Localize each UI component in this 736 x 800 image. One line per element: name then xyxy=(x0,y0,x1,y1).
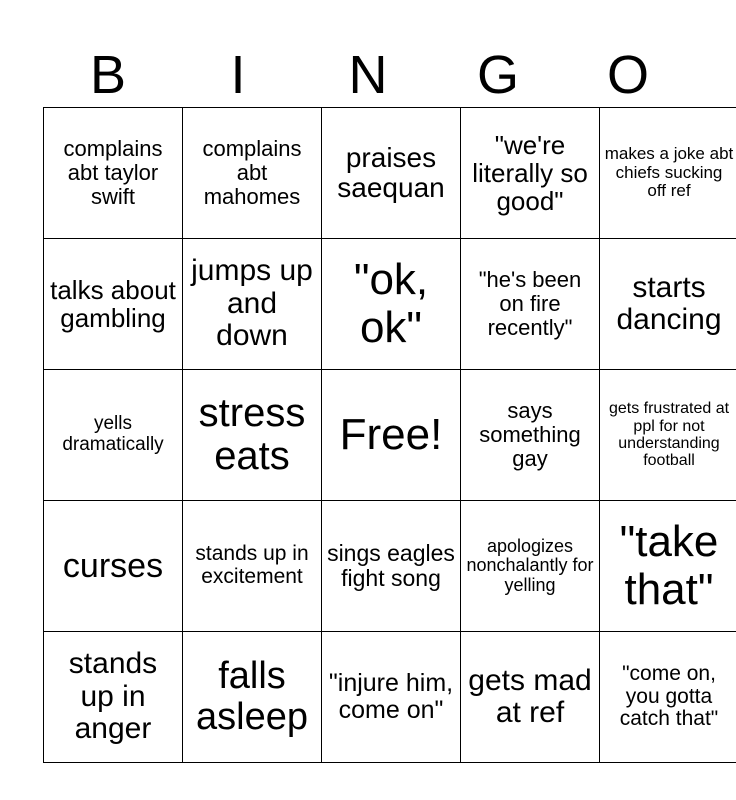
header-letter-g: G xyxy=(476,45,519,105)
cell-label: yells dramatically xyxy=(62,413,164,455)
bingo-cell[interactable] xyxy=(183,108,322,239)
bingo-cell[interactable] xyxy=(322,239,461,370)
bingo-row xyxy=(44,501,736,632)
bingo-cell[interactable] xyxy=(44,239,183,370)
bingo-cell[interactable] xyxy=(183,501,322,632)
bingo-cell[interactable] xyxy=(183,632,322,763)
header-letter-b: B xyxy=(89,45,127,105)
cell-label: "he's been on fire recently" xyxy=(478,267,582,340)
header-letter-o: O xyxy=(606,45,649,105)
cell-label: complains abt mahomes xyxy=(202,136,302,209)
cell-label: sings eagles fight song xyxy=(327,540,455,591)
free-space-cell[interactable] xyxy=(322,370,461,501)
cell-label: gets mad at ref xyxy=(468,663,592,729)
bingo-cell[interactable] xyxy=(461,108,600,239)
bingo-row xyxy=(44,239,736,370)
header-letter-i: I xyxy=(230,45,246,105)
bingo-cell[interactable] xyxy=(600,501,736,632)
cell-label: starts dancing xyxy=(616,270,722,336)
bingo-row xyxy=(44,632,736,763)
bingo-cell[interactable] xyxy=(322,108,461,239)
bingo-cell[interactable] xyxy=(461,239,600,370)
cell-label: curses xyxy=(62,546,164,585)
cell-label: falls asleep xyxy=(196,654,308,738)
cell-label: "we're literally so good" xyxy=(472,129,588,217)
bingo-cell[interactable] xyxy=(461,632,600,763)
bingo-cell[interactable] xyxy=(322,501,461,632)
cell-label: stress eats xyxy=(198,390,306,478)
cell-label: talks about gambling xyxy=(50,274,176,333)
cell-label: complains abt taylor swift xyxy=(63,136,163,209)
cell-label: stands up in anger xyxy=(68,647,158,746)
bingo-cell[interactable] xyxy=(461,501,600,632)
bingo-row xyxy=(44,370,736,501)
bingo-cell[interactable] xyxy=(600,632,736,763)
bingo-cell[interactable] xyxy=(600,239,736,370)
cell-label: "ok, ok" xyxy=(353,255,429,352)
bingo-cell[interactable] xyxy=(183,239,322,370)
bingo-cell[interactable] xyxy=(461,370,600,501)
cell-label: "injure him, come on" xyxy=(328,669,454,724)
bingo-cell[interactable] xyxy=(44,370,183,501)
free-space-label: Free! xyxy=(339,410,443,460)
cell-label: "take that" xyxy=(619,517,719,614)
cell-label: apologizes nonchalantly for yelling xyxy=(466,535,594,595)
bingo-header xyxy=(43,42,693,108)
bingo-cell[interactable] xyxy=(44,108,183,239)
cell-label: stands up in excitement xyxy=(195,542,309,588)
bingo-cell[interactable] xyxy=(322,632,461,763)
cell-label: "come on, you gotta catch that" xyxy=(619,661,719,731)
cell-label: says something gay xyxy=(479,398,581,471)
cell-label: praises saequan xyxy=(337,141,445,203)
bingo-cell[interactable] xyxy=(44,632,183,763)
bingo-cell[interactable] xyxy=(600,108,736,239)
bingo-cell[interactable] xyxy=(600,370,736,501)
header-letter-n: N xyxy=(348,45,388,105)
bingo-card xyxy=(43,107,736,763)
bingo-row xyxy=(44,108,736,239)
cell-label: gets frustrated at ppl for not understanding football xyxy=(608,400,730,470)
bingo-cell[interactable] xyxy=(183,370,322,501)
bingo-cell[interactable] xyxy=(44,501,183,632)
cell-label: jumps up and down xyxy=(191,254,313,353)
cell-label: makes a joke abt chiefs sucking off ref xyxy=(604,144,734,201)
